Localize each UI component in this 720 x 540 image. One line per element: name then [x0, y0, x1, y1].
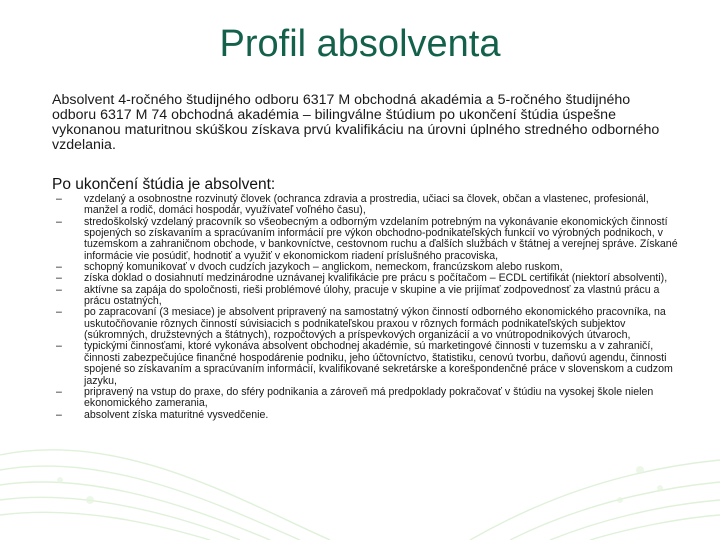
- list-item: [56, 194, 680, 217]
- graduate-profile-list: [56, 194, 680, 421]
- list-item: [56, 217, 680, 262]
- list-heading: Po ukončení štúdia je absolvent:: [52, 176, 276, 193]
- list-item: [56, 341, 680, 386]
- bullet-dash: –: [56, 408, 62, 421]
- list-item: [56, 387, 680, 410]
- bullet-dash: –: [56, 215, 62, 228]
- bullet-dash: –: [56, 193, 62, 205]
- list-item-text: absolvent získa maturitné vysvedčenie.: [84, 408, 269, 421]
- bullet-dash: –: [56, 385, 62, 398]
- list-item: [56, 307, 680, 341]
- list-item: [56, 410, 680, 421]
- bullet-dash: –: [56, 283, 62, 296]
- list-item-text: pripravený na vstup do praxe, do sféry podnikania a zároveň má predpoklady pokračovať v štúdiu na vysokej škole nielen ekonomického zamerania,: [84, 385, 654, 410]
- slide-title: Profil absolventa: [219, 23, 501, 65]
- list-item-text: po zapracovaní (3 mesiace) je absolvent pripravený na samostatný výkon činností odborného ekonomického pracovníka, na uskutočňovanie rôznych činností súvisiacich s podnikateľskou praxou v rôznych formách podnikateľských subjektov (súkromných, družstevných a štátnych), rozpočtových a príspevkových organizácií a vo vnútropodnikových útvaroch,: [84, 306, 666, 342]
- list-item-text: stredoškolský vzdelaný pracovník so všeobecným a odborným vzdelaním potrebným na vykonávanie ekonomických činností spojených so získavaním a spracúvaním informácií pre výkon obchodno-podnikateľských funkcií vo výrobných podnikoch, v tuzemskom a zahraničnom obchode, v bankovníctve, cestovnom ruchu a ďalších službách v štátnej a verejnej správe. Získané informácie vie posúdiť, hodnotiť a využiť v ekonomickom riadení príslušného pracoviska,: [84, 215, 678, 262]
- bullet-dash: –: [56, 272, 62, 285]
- list-item-text: vzdelaný a osobnostne rozvinutý človek (ochranca zdravia a prostredia, učiaci sa človek, občan a vlastenec, profesionál, manžel a rodič, domáci hospodár, využívateľ voľného času),: [84, 193, 649, 217]
- list-item-text: získa doklad o dosiahnutí medzinárodne uznávanej kvalifikácie pre prácu s počítačom – ECDL certifikát (niektorí absolventi),: [84, 272, 668, 285]
- bullet-dash: –: [56, 261, 62, 274]
- intro-paragraph: Absolvent 4-ročného študijného odboru 6317 M obchodná akadémia a 5-ročného študijného odboru 6317 M 74 obchodná akadémia – bilingválne štúdium po ukončení štúdia úspešne vykonanou maturitnou skúškou získava prvú kvalifikáciu na úrovni úplného stredného odborného vzdelania.: [52, 92, 660, 153]
- list-item-text: schopný komunikovať v dvoch cudzích jazykoch – anglickom, nemeckom, francúzskom alebo ruskom,: [84, 261, 563, 274]
- list-item-text: aktívne sa zapája do spoločnosti, rieši problémové úlohy, pracuje v skupine a vie prijímať zodpovednosť za vlastnú prácu a prácu ostatných,: [84, 283, 660, 308]
- bullet-dash: –: [56, 340, 62, 353]
- bullet-dash: –: [56, 306, 62, 319]
- list-item: [56, 285, 680, 308]
- list-item-text: typickými činnosťami, ktoré vykonáva absolvent obchodnej akadémie, sú marketingové činnosti v tuzemsku a v zahraničí, činnosti zabezpečujúce finančné hospodárenie podniku, jeho účtovníctvo, štatistiku, cenovú tvorbu, daňovú agendu, činnosti spojené so získavaním a spracúvaním informácií, kvalifikované sekretárske a korešpondenčné práce v slovenskom a cudzom jazyku,: [84, 340, 673, 387]
